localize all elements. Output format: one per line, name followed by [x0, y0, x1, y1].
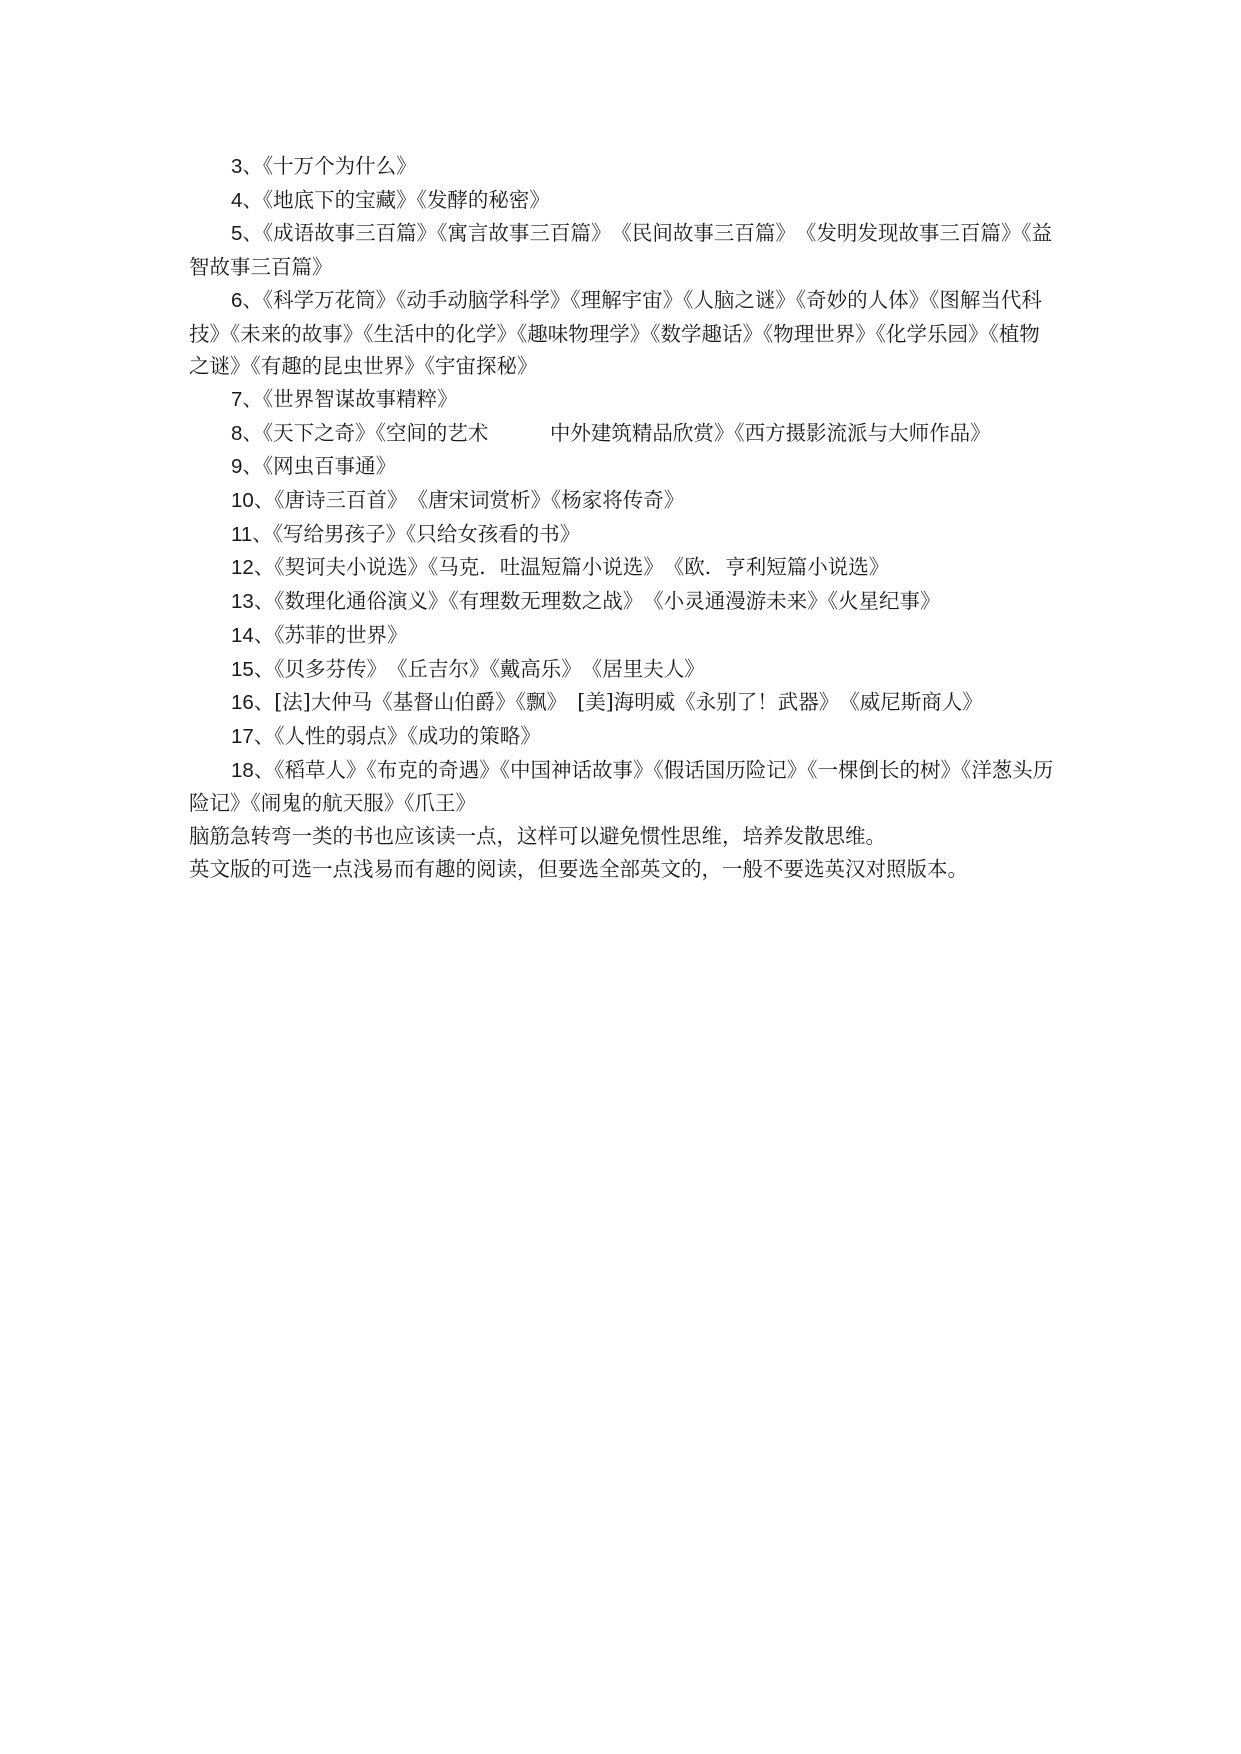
item-text: 、《写给男孩子》《只给女孩看的书》: [252, 521, 581, 546]
item-text: 、《唐诗三百首》 《唐宋词赏析》《杨家将传奇》: [253, 488, 685, 513]
item-number: 16: [231, 691, 254, 715]
item-text: 、《世界智谋故事精粹》: [242, 386, 458, 411]
list-item: [189, 585, 1059, 619]
item-number: 8: [231, 421, 243, 445]
note-paragraph: 脑筋急转弯一类的书也应该读一点，这样可以避免惯性思维，培养发散思维。: [189, 824, 886, 849]
item-number: 11: [231, 522, 253, 546]
item-text: 、《苏菲的世界》: [253, 622, 408, 647]
list-item: [189, 686, 1059, 720]
list-item: [189, 653, 1059, 687]
list-item: [189, 484, 1059, 518]
item-number: 5: [231, 222, 243, 246]
note-paragraph: 英文版的可选一点浅易而有趣的阅读，但要选全部英文的，一般不要选英汉对照版本。: [189, 856, 968, 881]
item-number: 4: [231, 188, 243, 212]
list-item: [189, 284, 1059, 383]
list-item: [189, 417, 1059, 451]
item-text: 、《数理化通俗演义》《有理数无理数之战》 《小灵通漫游未来》《火星纪事》: [253, 589, 941, 614]
item-number: 6: [231, 288, 243, 312]
list-item: [189, 150, 1059, 184]
list-item: [189, 217, 1059, 283]
item-text: 、《成语故事三百篇》《寓言故事三百篇》 《民间故事三百篇》 《发明发现故事三百篇》《益智故事三百篇》: [189, 221, 1053, 280]
item-text: 、《贝多芬传》 《丘吉尔》《戴高乐》 《居里夫人》: [253, 656, 705, 681]
list-item: [189, 619, 1059, 653]
item-number: 17: [231, 724, 254, 748]
item-number: 15: [231, 657, 254, 681]
item-number: 13: [231, 590, 254, 614]
list-item: [189, 518, 1059, 552]
item-text: 、[法]大仲马《基督山伯爵》《飘》 [美]海明威《永别了！武器》 《威尼斯商人》: [253, 690, 983, 715]
list-item: [189, 720, 1059, 754]
list-item: [189, 754, 1059, 820]
item-text: 、《人性的弱点》《成功的策略》: [253, 723, 541, 748]
item-text: 、《地底下的宝藏》《发酵的秘密》: [242, 187, 550, 212]
item-text: 、《天下之奇》《空间的艺术 中外建筑精品欣赏》《西方摄影流派与大师作品》: [242, 420, 991, 445]
item-text: 、《十万个为什么》: [242, 154, 417, 178]
item-number: 18: [231, 758, 254, 782]
list-item: [189, 450, 1059, 484]
item-number: 14: [231, 623, 254, 647]
item-text: 、《契诃夫小说选》《马克．吐温短篇小说选》 《欧．亨利短篇小说选》: [253, 555, 890, 580]
item-text: 、《科学万花筒》《动手动脑学科学》《理解宇宙》《人脑之谜》《奇妙的人体》《图解当代科技》《未来的故事》《生活中的化学》《趣味物理学》《数学趣话》《物理世界》《化学乐园》《植物之谜》《有趣的昆虫世界》《宇宙探秘》: [189, 287, 1042, 379]
list-item: [189, 383, 1059, 417]
item-number: 7: [231, 387, 243, 411]
list-item: [189, 551, 1059, 585]
list-item: [189, 184, 1059, 218]
item-text: 、《稻草人》《布克的奇遇》《中国神话故事》《假话国历险记》《一棵倒长的树》《洋葱头历险记》《闹鬼的航天服》《爪王》: [189, 757, 1054, 816]
item-number: 3: [231, 155, 243, 178]
item-text: 、《网虫百事通》: [242, 454, 397, 479]
item-number: 10: [231, 489, 254, 513]
item-number: 12: [231, 556, 254, 580]
document-page: [189, 150, 1059, 885]
item-number: 9: [231, 455, 243, 479]
